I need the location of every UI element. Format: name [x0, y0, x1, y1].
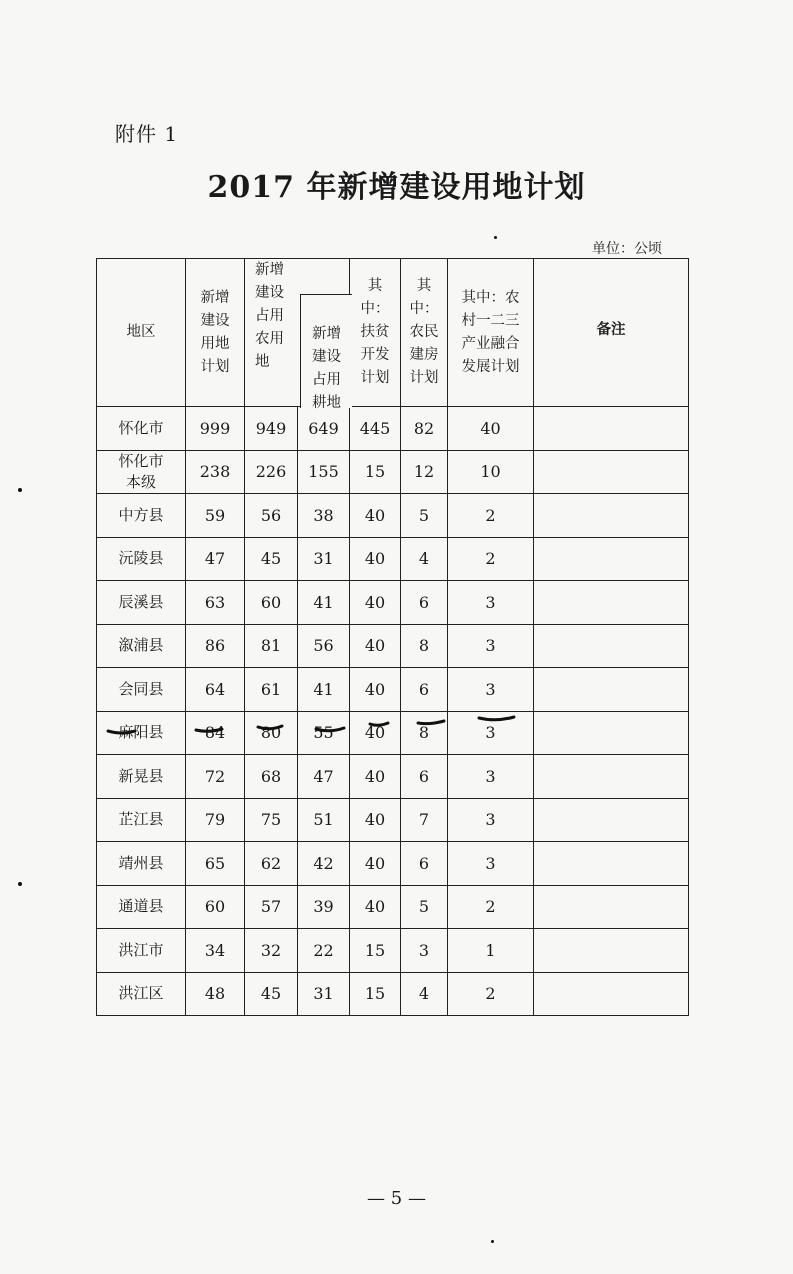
cell-rural: 1: [448, 929, 534, 973]
cell-poverty: 40: [350, 842, 401, 886]
cell-cultivated: 155: [298, 450, 350, 494]
cell-farmland: 75: [245, 798, 298, 842]
cell-region: 溆浦县: [97, 624, 186, 668]
cell-farmland: 61: [245, 668, 298, 712]
cell-rural: 3: [448, 798, 534, 842]
cell-region: 靖州县: [97, 842, 186, 886]
table-row: [97, 407, 689, 451]
cell-cultivated: 31: [298, 537, 350, 581]
cell-region: 麻阳县: [97, 711, 186, 755]
table-row: [97, 537, 689, 581]
cell-poverty: 40: [350, 668, 401, 712]
cell-region: 怀化市: [97, 407, 186, 451]
cell-region: 怀化市 本级: [97, 450, 186, 494]
cell-cultivated: 41: [298, 668, 350, 712]
cell-region: 辰溪县: [97, 581, 186, 625]
cell-rural: 3: [448, 581, 534, 625]
cell-rural: 3: [448, 842, 534, 886]
cell-new-plan: 84: [186, 711, 245, 755]
page-number: — 5 —: [367, 1188, 426, 1209]
page-title: 2017 年新增建设用地计划: [207, 170, 586, 205]
cell-new-plan: 65: [186, 842, 245, 886]
cell-poverty: 15: [350, 972, 401, 1016]
header-housing: 其 中： 农民 建房 计划: [401, 259, 448, 407]
scan-speck: [494, 236, 497, 239]
cell-housing: 6: [401, 581, 448, 625]
cell-housing: 4: [401, 537, 448, 581]
cell-farmland: 226: [245, 450, 298, 494]
cell-remark: [534, 972, 689, 1016]
cell-cultivated: 31: [298, 972, 350, 1016]
unit-label: 单位：公顷: [592, 241, 662, 257]
cell-rural: 10: [448, 450, 534, 494]
cell-cultivated: 47: [298, 755, 350, 799]
cell-remark: [534, 798, 689, 842]
cell-farmland: 949: [245, 407, 298, 451]
cell-housing: 5: [401, 494, 448, 538]
table-row: [97, 929, 689, 973]
land-plan-table: [96, 258, 689, 1016]
cell-housing: 12: [401, 450, 448, 494]
cell-poverty: 15: [350, 450, 401, 494]
table-row: [97, 450, 689, 494]
cell-housing: 5: [401, 885, 448, 929]
cell-new-plan: 34: [186, 929, 245, 973]
cell-region: 沅陵县: [97, 537, 186, 581]
cell-remark: [534, 450, 689, 494]
table-row: [97, 798, 689, 842]
cell-cultivated: 38: [298, 494, 350, 538]
cell-farmland: 81: [245, 624, 298, 668]
cell-poverty: 445: [350, 407, 401, 451]
cell-region: 新晃县: [97, 755, 186, 799]
cell-remark: [534, 885, 689, 929]
cell-farmland: 57: [245, 885, 298, 929]
cell-cultivated: 56: [298, 624, 350, 668]
cell-region: 中方县: [97, 494, 186, 538]
cell-rural: 3: [448, 668, 534, 712]
cell-region: 通道县: [97, 885, 186, 929]
table-row: [97, 711, 689, 755]
cell-rural: 2: [448, 494, 534, 538]
cell-farmland: 60: [245, 581, 298, 625]
cell-poverty: 40: [350, 711, 401, 755]
header-poverty: 其 中： 扶贫 开发 计划: [350, 259, 401, 407]
header-cultivated: [300, 294, 352, 411]
cell-housing: 6: [401, 842, 448, 886]
table-row: [97, 885, 689, 929]
scan-speck: [491, 1240, 494, 1243]
scan-speck: [18, 488, 22, 492]
cell-new-plan: 63: [186, 581, 245, 625]
table-row: [97, 494, 689, 538]
header-new-plan: 新增 建设 用地 计划: [186, 259, 245, 407]
cell-remark: [534, 494, 689, 538]
cell-rural: 40: [448, 407, 534, 451]
cell-new-plan: 999: [186, 407, 245, 451]
cell-rural: 3: [448, 755, 534, 799]
cell-poverty: 40: [350, 885, 401, 929]
cell-cultivated: 39: [298, 885, 350, 929]
cell-housing: 8: [401, 624, 448, 668]
cell-rural: 2: [448, 885, 534, 929]
cell-remark: [534, 624, 689, 668]
attachment-label: 附件 1: [115, 122, 179, 146]
cell-cultivated: 55: [298, 711, 350, 755]
cell-poverty: 40: [350, 494, 401, 538]
cell-new-plan: 79: [186, 798, 245, 842]
cell-farmland: 32: [245, 929, 298, 973]
cell-farmland: 80: [245, 711, 298, 755]
cell-cultivated: 42: [298, 842, 350, 886]
cell-region: 洪江市: [97, 929, 186, 973]
cell-region: 芷江县: [97, 798, 186, 842]
cell-new-plan: 60: [186, 885, 245, 929]
header-remarks: 备注: [534, 259, 689, 407]
cell-remark: [534, 668, 689, 712]
table-row: [97, 624, 689, 668]
header-rural: 其中：农 村一二三 产业融合 发展计划: [448, 259, 534, 407]
cell-poverty: 40: [350, 798, 401, 842]
cell-rural: 3: [448, 624, 534, 668]
cell-new-plan: 64: [186, 668, 245, 712]
cell-region: 洪江区: [97, 972, 186, 1016]
cell-remark: [534, 537, 689, 581]
table-row: [97, 842, 689, 886]
cell-remark: [534, 842, 689, 886]
cell-new-plan: 47: [186, 537, 245, 581]
cell-new-plan: 72: [186, 755, 245, 799]
cell-farmland: 45: [245, 972, 298, 1016]
cell-housing: 4: [401, 972, 448, 1016]
cell-cultivated: 649: [298, 407, 350, 451]
cell-new-plan: 238: [186, 450, 245, 494]
cell-rural: 2: [448, 537, 534, 581]
cell-cultivated: 51: [298, 798, 350, 842]
cell-housing: 6: [401, 668, 448, 712]
header-cultivated-label: 新增 建设 占用 耕地: [312, 326, 341, 411]
scan-speck: [18, 882, 22, 886]
cell-poverty: 15: [350, 929, 401, 973]
table-row: [97, 668, 689, 712]
table-row: [97, 972, 689, 1016]
cell-poverty: 40: [350, 755, 401, 799]
cell-remark: [534, 711, 689, 755]
cell-cultivated: 41: [298, 581, 350, 625]
cell-housing: 82: [401, 407, 448, 451]
cell-region: 会同县: [97, 668, 186, 712]
cell-farmland: 68: [245, 755, 298, 799]
cell-poverty: 40: [350, 537, 401, 581]
cell-remark: [534, 929, 689, 973]
cell-remark: [534, 581, 689, 625]
cell-housing: 3: [401, 929, 448, 973]
cell-farmland: 62: [245, 842, 298, 886]
table-body: [97, 407, 689, 1016]
cell-housing: 7: [401, 798, 448, 842]
cell-remark: [534, 407, 689, 451]
cell-housing: 8: [401, 711, 448, 755]
cell-new-plan: 86: [186, 624, 245, 668]
table-row: [97, 581, 689, 625]
cell-rural: 2: [448, 972, 534, 1016]
header-region: 地区: [97, 259, 186, 407]
cell-rural: 3: [448, 711, 534, 755]
cell-new-plan: 48: [186, 972, 245, 1016]
cell-poverty: 40: [350, 624, 401, 668]
cell-farmland: 45: [245, 537, 298, 581]
cell-housing: 6: [401, 755, 448, 799]
cell-new-plan: 59: [186, 494, 245, 538]
cell-cultivated: 22: [298, 929, 350, 973]
cell-farmland: 56: [245, 494, 298, 538]
table-row: [97, 755, 689, 799]
cell-poverty: 40: [350, 581, 401, 625]
cell-remark: [534, 755, 689, 799]
header-farmland: 新增 建设 占用 农用 地: [245, 259, 350, 407]
table-header: [97, 259, 689, 407]
